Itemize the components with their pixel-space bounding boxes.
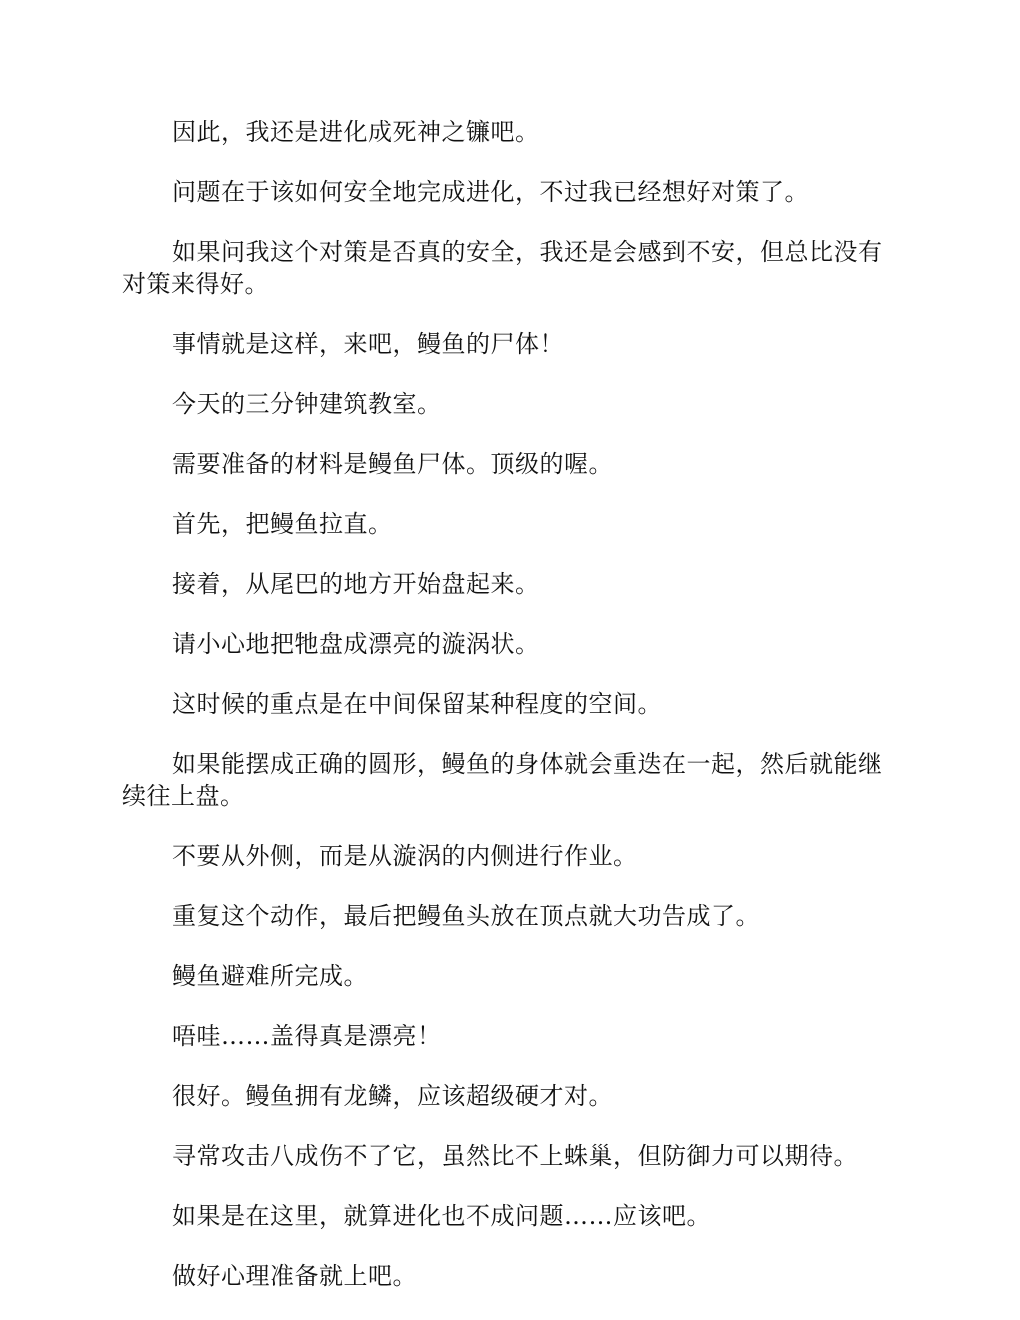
text-body [122, 116, 898, 1320]
paragraph-2: 问题在于该如何安全地完成进化，不过我已经想好对策了。 [172, 178, 809, 206]
paragraph-4: 事情就是这样，来吧，鳗鱼的尸体！ [172, 330, 564, 358]
paragraph-17: 寻常攻击八成伤不了它，虽然比不上蛛巢，但防御力可以期待。 [172, 1142, 858, 1170]
paragraph-12: 不要从外侧，而是从漩涡的内侧进行作业。 [172, 842, 638, 870]
paragraph-1: 因此，我还是进化成死神之镰吧。 [172, 118, 540, 146]
paragraph-16: 很好。鳗鱼拥有龙鳞，应该超级硬才对。 [172, 1082, 613, 1110]
paragraph-15: 唔哇……盖得真是漂亮！ [172, 1022, 442, 1050]
paragraph-3: 如果问我这个对策是否真的安全，我还是会感到不安，但总比没有对策来得好。 [122, 238, 883, 298]
paragraph-7: 首先，把鳗鱼拉直。 [172, 510, 393, 538]
paragraph-6: 需要准备的材料是鳗鱼尸体。顶级的喔。 [172, 450, 613, 478]
paragraph-11: 如果能摆成正确的圆形，鳗鱼的身体就会重迭在一起，然后就能继续往上盘。 [122, 750, 883, 810]
paragraph-13: 重复这个动作，最后把鳗鱼头放在顶点就大功告成了。 [172, 902, 760, 930]
paragraph-5: 今天的三分钟建筑教室。 [172, 390, 442, 418]
paragraph-14: 鳗鱼避难所完成。 [172, 962, 368, 990]
paragraph-18: 如果是在这里，就算进化也不成问题……应该吧。 [172, 1202, 711, 1230]
paragraph-10: 这时候的重点是在中间保留某种程度的空间。 [172, 690, 662, 718]
paragraph-19: 做好心理准备就上吧。 [172, 1262, 417, 1290]
paragraph-9: 请小心地把牠盘成漂亮的漩涡状。 [172, 630, 540, 658]
paragraph-8: 接着，从尾巴的地方开始盘起来。 [172, 570, 540, 598]
